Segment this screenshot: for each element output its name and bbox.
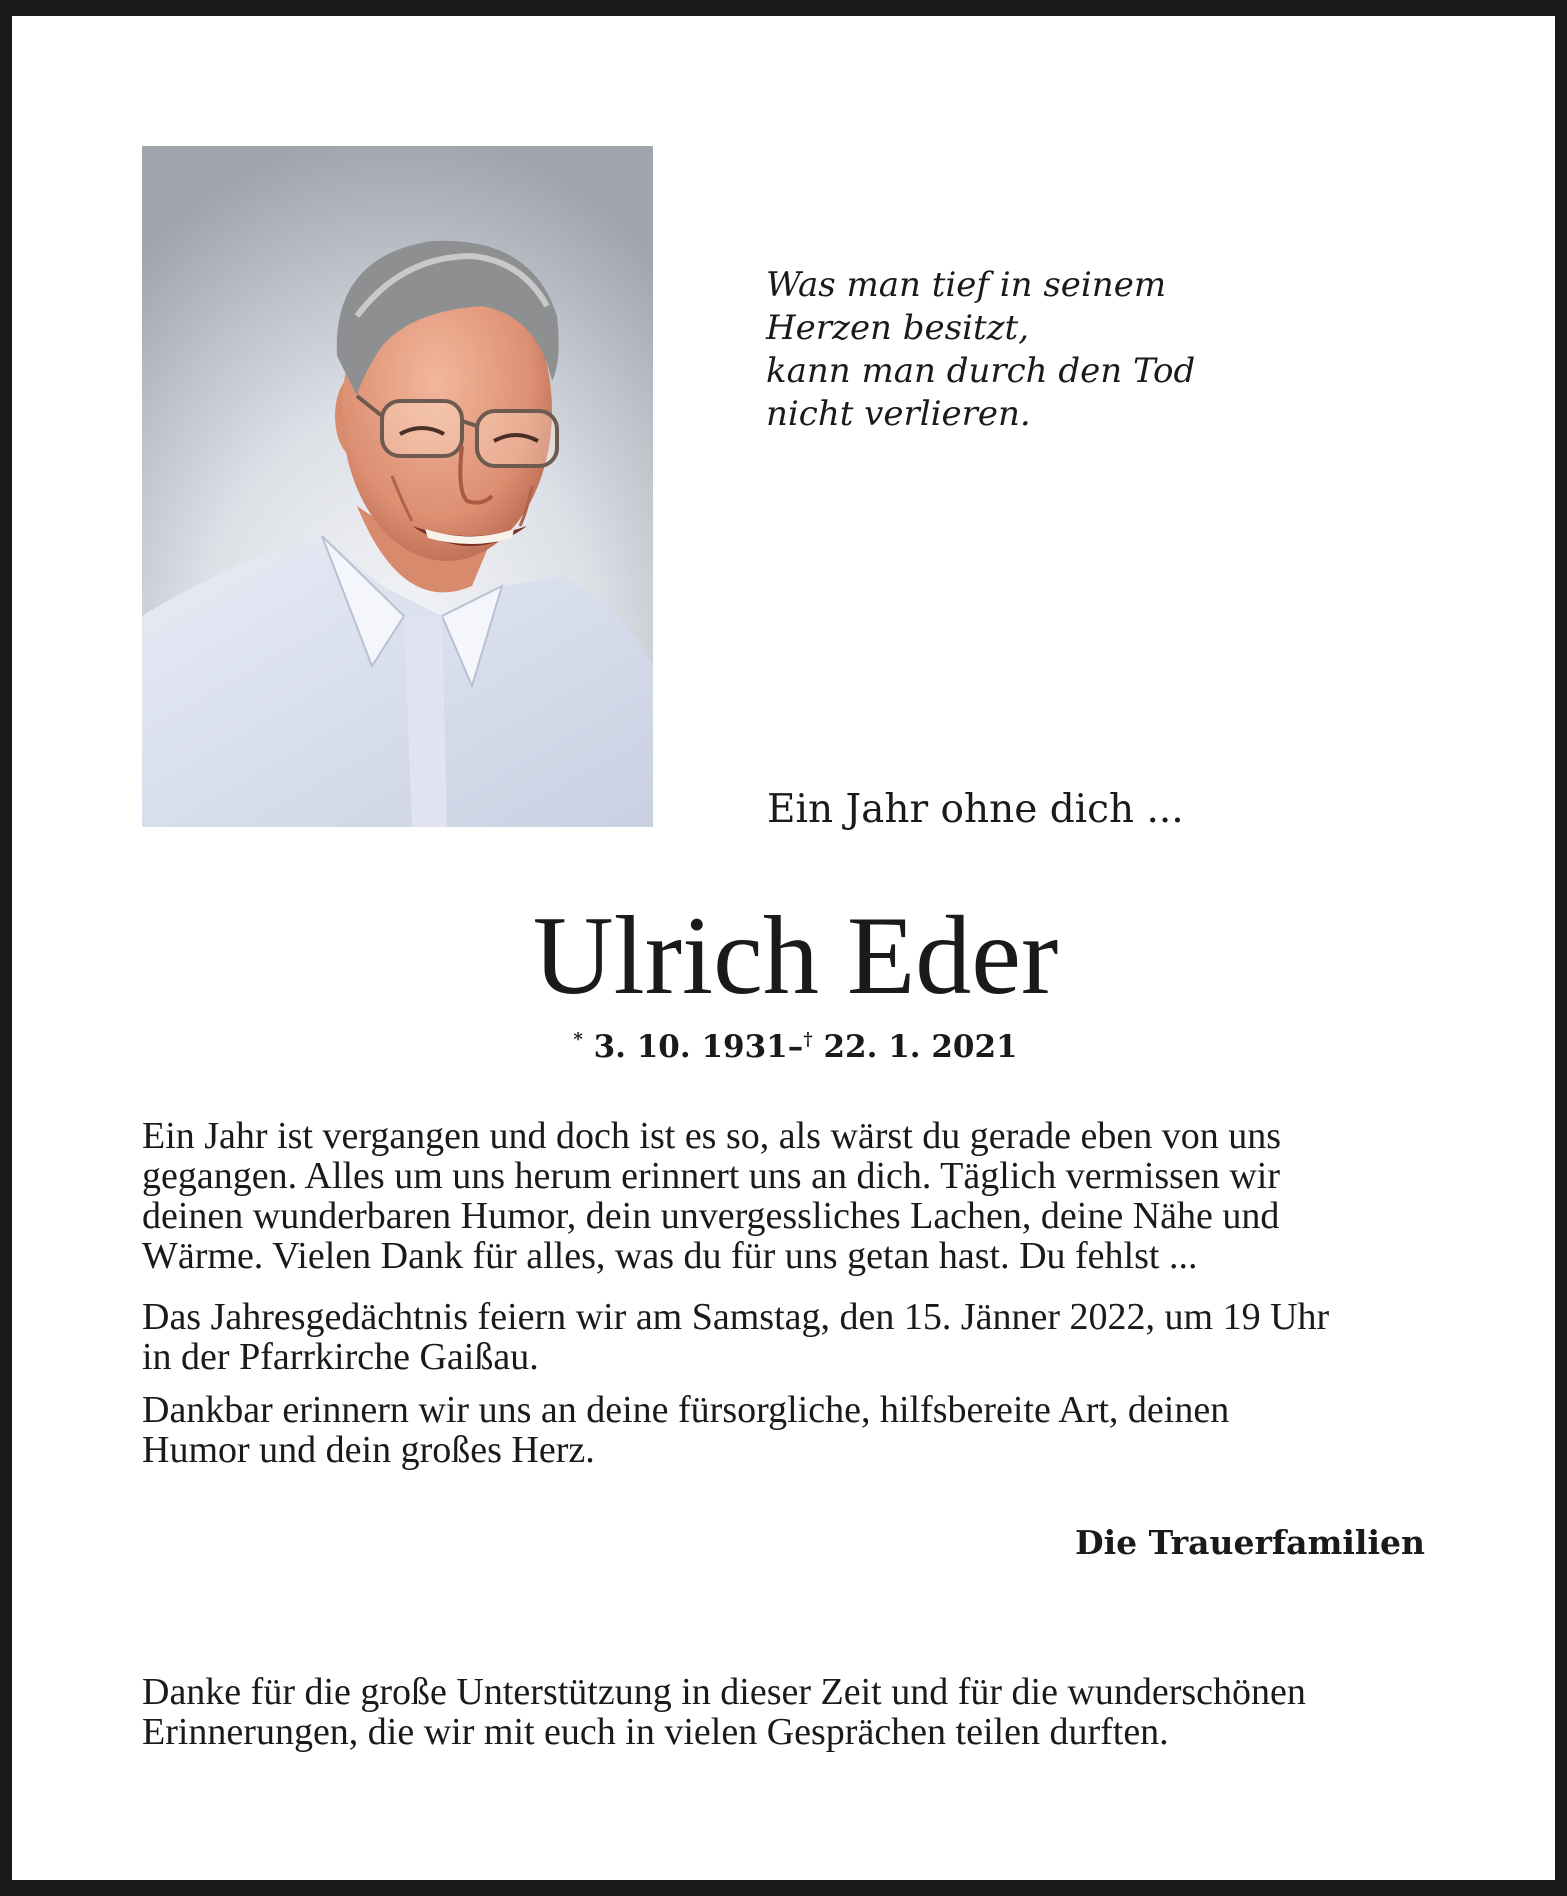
text-line: Ein Jahr ist vergangen und doch ist es so, als wärst du gerade eben von uns xyxy=(142,1115,1282,1157)
text-line: deinen wunderbaren Humor, dein unvergessliches Lachen, deine Nähe und xyxy=(142,1195,1280,1237)
signature: Die Trauerfamilien xyxy=(1074,1523,1425,1562)
intro-line: Ein Jahr ohne dich ... xyxy=(767,787,1184,832)
quote-line: Herzen besitzt, xyxy=(766,308,1030,348)
text-line: gegangen. Alles um uns herum erinnert uns an dich. Täglich vermissen wir xyxy=(142,1155,1280,1197)
paragraph-gratitude xyxy=(142,1390,1449,1470)
deceased-name: Ulrich Eder xyxy=(532,894,1059,1018)
text-line: Das Jahresgedächtnis feiern wir am Samstag, den 15. Jänner 2022, um 19 Uhr xyxy=(142,1296,1330,1338)
death-symbol: † xyxy=(803,1029,813,1050)
memorial-quote xyxy=(766,264,1326,436)
portrait-illustration xyxy=(142,146,653,827)
text-line: Dankbar erinnern wir uns an deine fürsorgliche, hilfsbereite Art, deinen xyxy=(142,1389,1230,1431)
paragraph-remembrance xyxy=(142,1116,1449,1276)
text-line: Erinnerungen, die wir mit euch in vielen Gesprächen teilen durften. xyxy=(142,1711,1169,1753)
life-dates xyxy=(12,1020,1567,1067)
text-line: in der Pfarrkirche Gaißau. xyxy=(142,1336,539,1378)
paragraph-memorial-service xyxy=(142,1297,1449,1377)
death-date: 22. 1. 2021 xyxy=(823,1029,1018,1065)
paragraph-thanks xyxy=(142,1672,1449,1752)
text-line: Danke für die große Unterstützung in dieser Zeit und für die wunderschönen xyxy=(142,1671,1306,1713)
birth-symbol: * xyxy=(573,1029,583,1050)
birth-date: 3. 10. 1931 xyxy=(593,1029,788,1065)
quote-line: nicht verlieren. xyxy=(766,394,1031,434)
text-line: Wärme. Vielen Dank für alles, was du für uns getan hast. Du fehlst ... xyxy=(142,1235,1198,1277)
quote-line: kann man durch den Tod xyxy=(766,351,1196,391)
text-line: Humor und dein großes Herz. xyxy=(142,1429,595,1471)
portrait-photo xyxy=(142,146,653,827)
date-separator: – xyxy=(787,1029,804,1065)
quote-line: Was man tief in seinem xyxy=(766,265,1167,305)
